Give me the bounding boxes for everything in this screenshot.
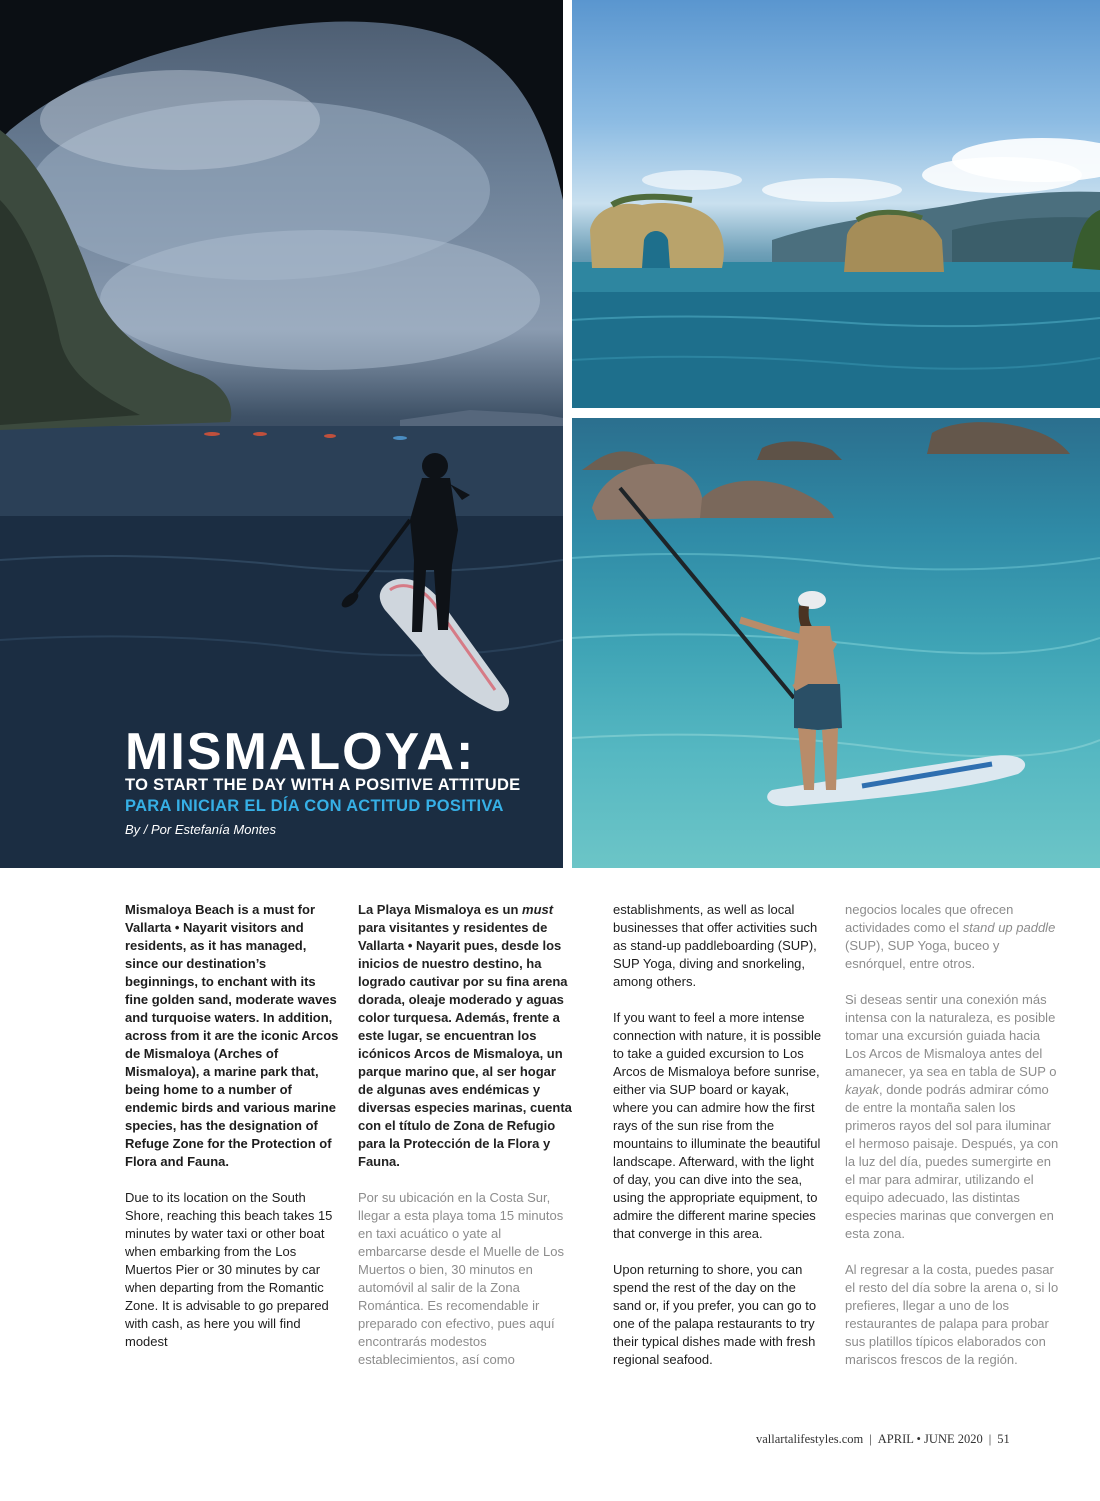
intro-es-emphasis: must — [522, 902, 554, 917]
activities-es-emphasis: stand up paddle — [962, 920, 1056, 935]
intro-es-part-a: La Playa Mismaloya es un — [358, 902, 523, 917]
intro-paragraph-en: Mismaloya Beach is a must for Vallarta • Nayarit visitors and residents, as it has managed, since our destination’s beginnings, to enchant with its fine golden sand, moderate waves and turquoise waters. In addition, across from it are the iconic Arcos de Mismaloya (Arches of Mismaloya), a marine park that, being home to a number of endemic birds and various marine species, has the designation of Refuge Zone for the Protection of Flora and Fauna. — [125, 902, 339, 1169]
intro-paragraph-es — [358, 901, 572, 1171]
excursion-es-part-b: , donde podrás admirar cómo de entre la montaña salen los primeros rayos del sol para iluminar el hermoso paisaje. Después, ya con la luz del día, puedes sumergirte en el mar para admirar, utilizando el equipo adecuado, las distintas especies marinas que convergen en esta zona. — [845, 1082, 1059, 1241]
footer-issue: APRIL • JUNE 2020 — [877, 1432, 983, 1446]
column-spanish-2 — [845, 901, 1059, 1387]
byline: By / Por Estefanía Montes — [125, 822, 277, 837]
location-paragraph-es: Por su ubicación en la Costa Sur, llegar a esta playa toma 15 minutos en taxi acuático o yate al embarcarse desde el Muelle de Los Muertos o bien, 30 minutos en automóvil al salir de la Zona Romántica. Es recomendable ir preparado con efectivo, pues aquí encontrarás modestos establecimientos, así como — [358, 1190, 564, 1367]
activities-paragraph-en: establishments, as well as local businesses that offer activities such as stand-up paddleboarding (SUP), SUP Yoga, diving and snorkeling, among others. — [613, 902, 818, 989]
column-spanish-1 — [358, 901, 572, 1387]
paddleboarder-photo — [572, 418, 1100, 868]
arches-photo — [572, 0, 1100, 408]
article-title: MISMALOYA: — [125, 723, 476, 781]
footer-separator: | — [869, 1432, 872, 1446]
activities-paragraph-es — [845, 901, 1059, 973]
activities-es-part-b: (SUP), SUP Yoga, buceo y esnórquel, entre otros. — [845, 938, 1000, 971]
subtitle-spanish: PARA INICIAR EL DÍA CON ACTITUD POSITIVA — [125, 797, 504, 815]
intro-es-part-b: para visitantes y residentes de Vallarta • Nayarit pues, desde los inicios de nuestro destino, ha logrado cautivar por su fina arena dorada, oleaje moderado y aguas color turquesa. Además, frente a este lugar, se encuentran los icónicos Arcos de Mismaloya, un parque marino que, al ser hogar de algunas aves endémicas y diversas especies marinas, cuenta con el título de Zona de Refugio para la Protección de la Flora y Fauna. — [358, 920, 572, 1169]
column-english-1 — [125, 901, 339, 1369]
footer-site: vallartalifestyles.com — [756, 1432, 864, 1446]
excursion-paragraph-es — [845, 991, 1059, 1243]
excursion-es-emphasis: kayak — [845, 1082, 879, 1097]
excursion-paragraph-en: If you want to feel a more intense connection with nature, it is possible to take a guided excursion to Los Arcos de Mismaloya before sunrise, either via SUP board or kayak, where you can admire how the first rays of the sun rise from the mountains to illuminate the beautiful landscape. Afterward, with the light of day, you can dive into the sea, using the appropriate equipment, to admire the different marine species that converge in this area. — [613, 1010, 822, 1241]
return-paragraph-en: Upon returning to shore, you can spend the rest of the day on the sand or, if you prefer, you can go to one of the palapa restaurants to try their typical dishes made with fresh regional seafood. — [613, 1262, 817, 1367]
footer-separator: | — [988, 1432, 992, 1446]
page-footer — [756, 1432, 1010, 1447]
column-english-2 — [613, 901, 827, 1387]
excursion-es-part-a: Si deseas sentir una conexión más intensa con la naturaleza, es posible tomar una excursión guiada hacia Los Arcos de Mismaloya antes del amanecer, ya sea en tabla de SUP o — [845, 992, 1057, 1079]
page-number: 51 — [997, 1432, 1010, 1446]
arches-photo-illustration — [572, 0, 1100, 408]
activities-es-part-a: negocios locales que ofrecen actividades como el — [845, 902, 1014, 935]
return-paragraph-es: Al regresar a la costa, puedes pasar el resto del día sobre la arena o, si lo prefieres, llegar a uno de los restaurantes de palapa para probar sus platillos típicos elaborados con mariscos frescos de la región. — [845, 1262, 1059, 1367]
location-paragraph-en: Due to its location on the South Shore, reaching this beach takes 15 minutes by water taxi or other boat when embarking from the Los Muertos Pier or 30 minutes by car when departing from the Romantic Zone. It is advisable to go prepared with cash, as here you will find modest — [125, 1190, 333, 1349]
paddleboarder-photo-illustration — [572, 418, 1100, 868]
subtitle-english: TO START THE DAY WITH A POSITIVE ATTITUDE — [125, 776, 521, 794]
